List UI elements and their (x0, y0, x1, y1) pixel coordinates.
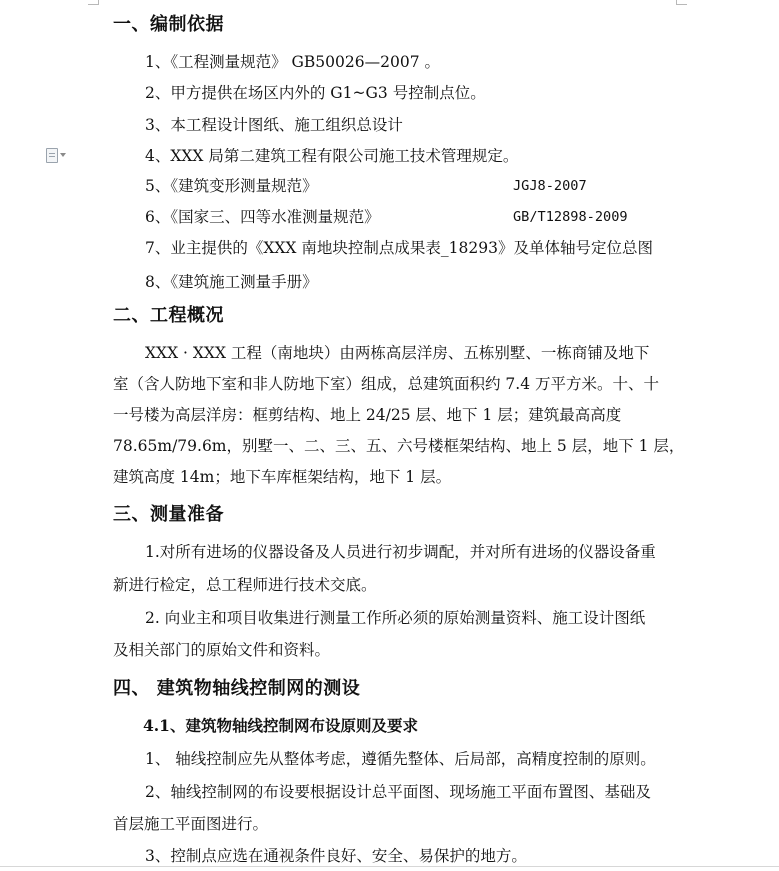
heading-axis-network: 四、 建筑物轴线控制网的测设 (113, 678, 361, 699)
page-corner-mark-left (88, 0, 99, 5)
basis-item-4: 4、XXX 局第二建筑工程有限公司施工技术管理规定。 (145, 147, 519, 165)
basis-item-6-code: GB/T12898-2009 (513, 209, 628, 225)
overview-line-2: 室（含人防地下室和非人防地下室）组成，总建筑面积约 7.4 万平方米。十、十 (113, 375, 660, 393)
heading-overview: 二、工程概况 (113, 305, 224, 326)
basis-item-7: 7、业主提供的《XXX 南地块控制点成果表_18293》及单体轴号定位总图 (145, 239, 653, 257)
overview-line-4: 78.65m/79.6m，别墅一、二、三、五、六号楼框架结构、地上 5 层，地下 1 层， (113, 437, 685, 455)
basis-item-8: 8、《建筑施工测量手册》 (145, 273, 318, 291)
preparation-line-2: 新进行检定，总工程师进行技术交底。 (113, 576, 377, 594)
basis-item-3: 3、本工程设计图纸、施工组织总设计 (145, 116, 403, 134)
paragraph-options-button[interactable] (46, 147, 70, 163)
basis-item-6: 6、《国家三、四等水准测量规范》 (145, 208, 380, 226)
page-bottom-edge (0, 866, 779, 867)
preparation-line-1: 1.对所有进场的仪器设备及人员进行初步调配，并对所有进场的仪器设备重 (145, 543, 656, 561)
basis-item-1: 1、《工程测量规范》 GB50026—2007 。 (145, 53, 440, 71)
page-corner-mark-right (676, 0, 687, 5)
axis-line-4: 3、控制点应选在通视条件良好、安全、易保护的地方。 (145, 847, 527, 865)
basis-item-2: 2、甲方提供在场区内外的 G1~G3 号控制点位。 (145, 84, 486, 102)
preparation-line-3: 2. 向业主和项目收集进行测量工作所必须的原始测量资料、施工设计图纸 (145, 609, 646, 627)
heading-basis: 一、编制依据 (113, 14, 224, 35)
overview-line-5: 建筑高度 14m；地下车库框架结构，地下 1 层。 (113, 468, 452, 486)
document-icon (46, 148, 58, 163)
preparation-line-4: 及相关部门的原始文件和资料。 (113, 641, 331, 659)
axis-line-2: 2、轴线控制网的布设要根据设计总平面图、现场施工平面布置图、基础及 (145, 783, 651, 801)
subheading-axis-principles: 4.1、建筑物轴线控制网布设原则及要求 (143, 716, 418, 735)
axis-line-3: 首层施工平面图进行。 (113, 815, 269, 833)
basis-item-5: 5、《建筑变形测量规范》 (145, 177, 318, 195)
overview-line-3: 一号楼为高层洋房：框剪结构、地上 24/25 层、地下 1 层；建筑最高高度 (113, 406, 622, 424)
heading-preparation: 三、测量准备 (113, 504, 224, 525)
chevron-down-icon (60, 153, 66, 157)
axis-line-1: 1、 轴线控制应先从整体考虑，遵循先整体、后局部，高精度控制的原则。 (145, 750, 656, 768)
basis-item-5-code: JGJ8-2007 (513, 178, 587, 194)
overview-line-1: XXX · XXX 工程（南地块）由两栋高层洋房、五栋别墅、一栋商铺及地下 (145, 344, 650, 362)
